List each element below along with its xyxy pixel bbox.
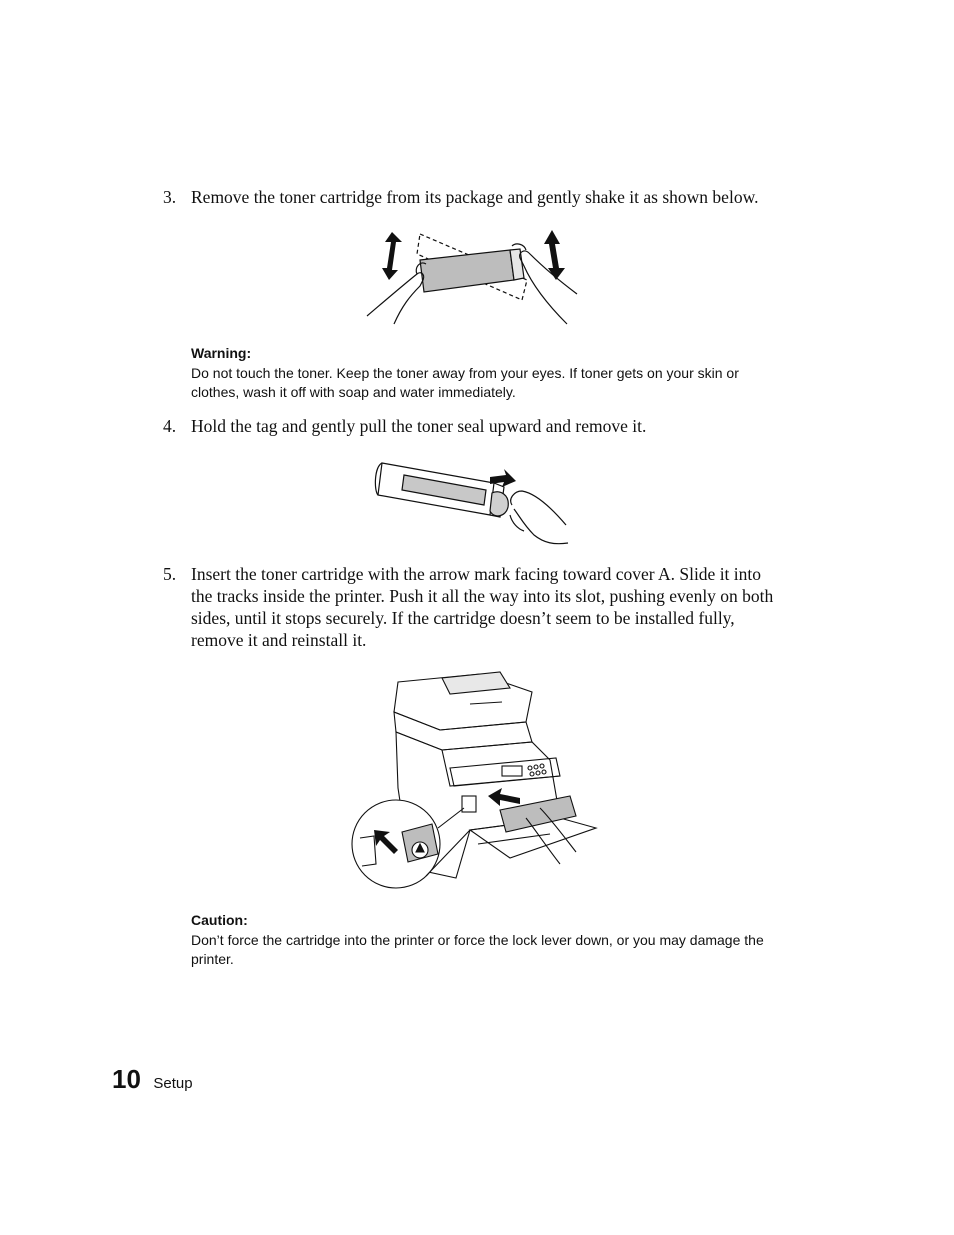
step-text: Hold the tag and gently pull the toner seal upward and remove it.: [191, 416, 647, 436]
step-3: [163, 186, 783, 208]
warning-text: Do not touch the toner. Keep the toner away from your eyes. If toner gets on your skin or clothes, wash it off with soap and water immediately.: [191, 365, 739, 400]
section-name: Setup: [153, 1075, 193, 1092]
step-number: 3.: [163, 187, 177, 207]
caution-heading: Caution:: [191, 912, 248, 928]
caution-note: [191, 911, 771, 969]
warning-heading: Warning:: [191, 345, 252, 361]
pull-seal-illustration: [374, 455, 574, 547]
shake-arrow-right-icon: [544, 230, 565, 280]
page-number: 10: [112, 1064, 141, 1094]
step-number: 5.: [163, 564, 177, 584]
caution-text: Don’t force the cartridge into the printer or force the lock lever down, or you may damage the printer.: [191, 932, 764, 967]
step-text: Insert the toner cartridge with the arrow mark facing toward cover A. Slide it into the tracks inside the printer. Push it all the way into its slot, pushing evenly on both sides, until it stops securely. If the cartridge doesn’t seem to be installed fully, remove it and reinstall it.: [191, 564, 774, 650]
insert-cartridge-illustration: [350, 668, 600, 890]
warning-note: [191, 344, 771, 402]
step-text: Remove the toner cartridge from its package and gently shake it as shown below.: [191, 187, 759, 207]
insert-arrow-icon: [488, 788, 520, 806]
page-footer: [112, 1064, 193, 1095]
shake-arrow-left-icon: [382, 232, 402, 280]
step-4: [163, 415, 783, 437]
step-5: [163, 563, 783, 651]
shake-cartridge-illustration: [362, 224, 582, 328]
step-number: 4.: [163, 416, 177, 436]
